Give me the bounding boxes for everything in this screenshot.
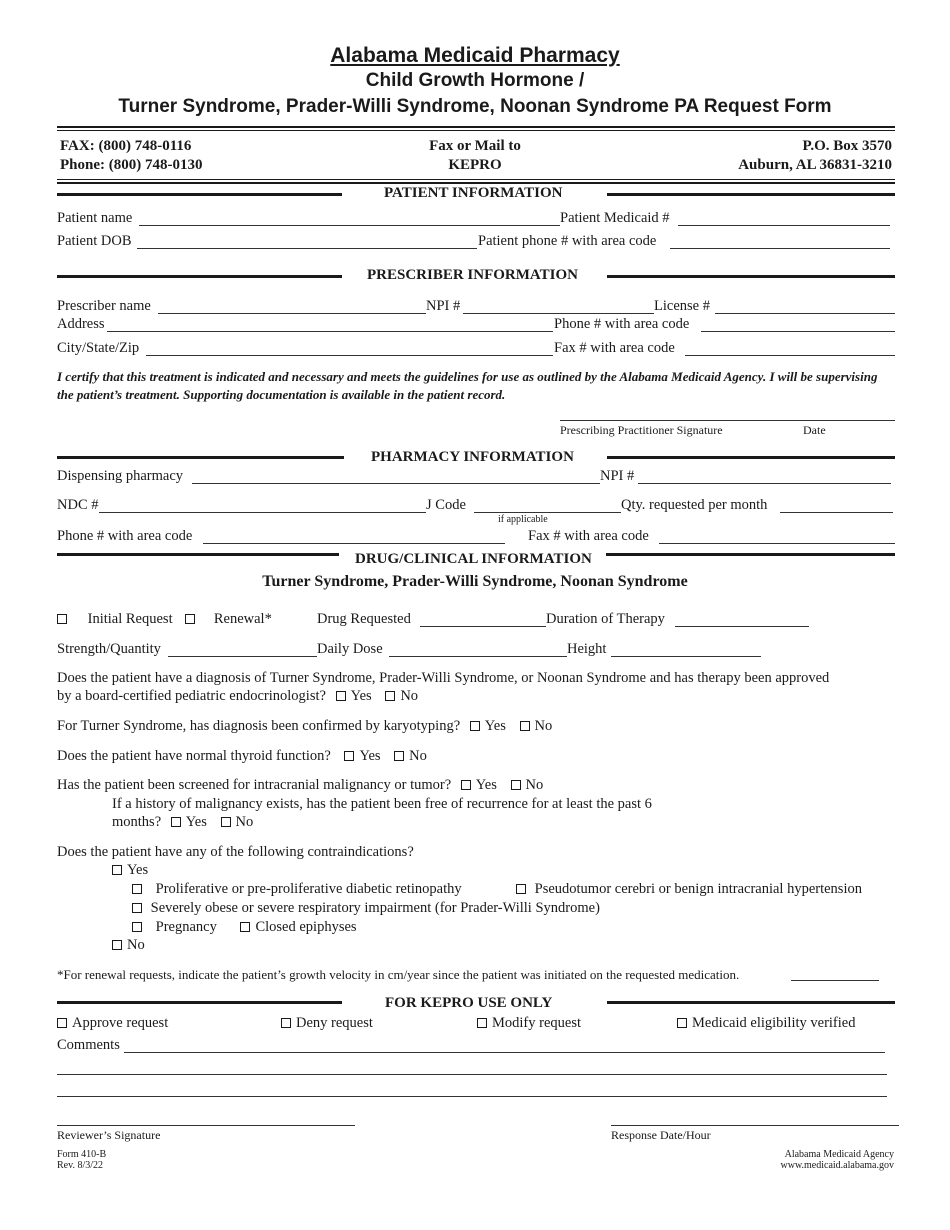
obese-label: Severely obese or severe respiratory impairment (for Prader-Willi Syndrome) xyxy=(150,900,600,916)
request-type-row xyxy=(57,611,272,628)
section-rule-left xyxy=(57,193,342,196)
no-label: No xyxy=(409,748,427,764)
signature-date-label: Date xyxy=(803,423,826,437)
pharmacy-phone-field[interactable] xyxy=(203,543,505,544)
yes-label: Yes xyxy=(350,688,372,704)
response-date-field[interactable] xyxy=(611,1125,899,1126)
q4-no-checkbox[interactable] xyxy=(511,780,521,790)
initial-request-checkbox[interactable] xyxy=(57,614,67,624)
no-label: No xyxy=(400,688,419,704)
section-rule-left xyxy=(57,275,342,278)
pharmacy-fax-label: Fax # with area code xyxy=(528,528,649,544)
patient-dob-label: Patient DOB xyxy=(57,233,132,249)
q5-yes-checkbox[interactable] xyxy=(112,865,122,875)
height-field[interactable] xyxy=(611,656,761,657)
patient-phone-label: Patient phone # with area code xyxy=(478,233,657,249)
question-recurrence: If a history of malignancy exists, has the patient been free of recurrence for at least the past 6 xyxy=(112,796,652,812)
certification-statement: I certify that this treatment is indicated and necessary and meets the guidelines for use as outlined by the Alabama Medicaid Agency. I will be supervising the patient’s treatment. Supporting documentation is available in the patient record. xyxy=(57,369,878,402)
modify-checkbox[interactable] xyxy=(477,1018,487,1028)
qty-label: Qty. requested per month xyxy=(621,497,768,513)
form-subtitle: Child Growth Hormone / xyxy=(365,70,585,91)
pharmacy-npi-label: NPI # xyxy=(600,468,635,484)
prescriber-phone-label: Phone # with area code xyxy=(554,316,690,332)
form-number: Form 410-B xyxy=(57,1149,107,1160)
eligibility-label: Medicaid eligibility verified xyxy=(692,1015,856,1031)
no-label: No xyxy=(525,777,544,793)
form-subtitle-2: Turner Syndrome, Prader-Willi Syndrome, Noonan Syndrome PA Request Form xyxy=(118,96,832,117)
height-label: Height xyxy=(567,641,607,657)
question-malignancy-text: Has the patient been screened for intracranial malignancy or tumor? xyxy=(57,777,452,793)
contraindication-pseudotumor xyxy=(516,881,862,898)
kepro-section-heading: FOR KEPRO USE ONLY xyxy=(385,995,553,1011)
jcode-field[interactable] xyxy=(474,512,621,513)
comments-line-2[interactable] xyxy=(57,1074,887,1075)
prescriber-name-field[interactable] xyxy=(158,313,426,314)
contraindication-retinopathy xyxy=(132,881,462,898)
dispensing-pharmacy-label: Dispensing pharmacy xyxy=(57,468,184,484)
yes-label: Yes xyxy=(484,718,506,734)
approve-label: Approve request xyxy=(72,1015,169,1031)
pharmacy-npi-field[interactable] xyxy=(638,483,891,484)
eligibility-option xyxy=(677,1015,855,1032)
form-title: Alabama Medicaid Pharmacy xyxy=(330,44,620,67)
contraindication-pregnancy xyxy=(132,919,357,936)
prescriber-npi-field[interactable] xyxy=(463,313,654,314)
prescriber-section-heading: PRESCRIBER INFORMATION xyxy=(367,267,578,283)
q3-no-checkbox[interactable] xyxy=(394,751,404,761)
pharmacy-fax-field[interactable] xyxy=(659,543,895,544)
modify-option xyxy=(477,1015,581,1032)
q4a-yes-checkbox[interactable] xyxy=(171,817,181,827)
question-recurrence-cont-text: months? xyxy=(112,814,162,830)
city-zip: Auburn, AL 36831-3210 xyxy=(738,157,892,173)
section-rule-left xyxy=(57,1001,342,1004)
section-rule-right xyxy=(607,275,895,278)
comments-line-3[interactable] xyxy=(57,1096,887,1097)
yes-label: Yes xyxy=(475,777,497,793)
question-diagnosis-cont xyxy=(57,688,418,705)
prescriber-fax-field[interactable] xyxy=(685,355,895,356)
contraindication-obese xyxy=(132,900,600,917)
yes-label: Yes xyxy=(185,814,207,830)
phone-number: Phone: (800) 748-0130 xyxy=(60,157,203,173)
qty-field[interactable] xyxy=(780,512,893,513)
section-rule-right xyxy=(607,456,895,459)
drug-requested-field[interactable] xyxy=(420,626,546,627)
pseudotumor-checkbox[interactable] xyxy=(516,884,526,894)
section-rule-right xyxy=(607,1001,895,1004)
header-rule-bottom-2 xyxy=(57,182,895,184)
prescriber-license-field[interactable] xyxy=(715,313,895,314)
daily-dose-field[interactable] xyxy=(389,656,567,657)
question-thyroid-text: Does the patient have normal thyroid function? xyxy=(57,748,331,764)
yes-label: Yes xyxy=(127,862,149,878)
q3-yes-checkbox[interactable] xyxy=(344,751,354,761)
section-rule-right xyxy=(606,553,895,556)
prescriber-fax-label: Fax # with area code xyxy=(554,340,675,356)
agency-name: Alabama Medicaid Agency xyxy=(784,1149,894,1160)
closed-epiphyses-checkbox[interactable] xyxy=(240,922,250,932)
no-label: No xyxy=(127,937,145,953)
reviewer-signature-label: Reviewer’s Signature xyxy=(57,1128,161,1142)
jcode-if-applicable: if applicable xyxy=(498,514,548,525)
q5-no-checkbox[interactable] xyxy=(112,940,122,950)
prescriber-name-label: Prescriber name xyxy=(57,298,151,314)
pregnancy-label: Pregnancy xyxy=(155,919,217,935)
obese-checkbox[interactable] xyxy=(132,903,142,913)
pregnancy-checkbox[interactable] xyxy=(132,922,142,932)
fax-number: FAX: (800) 748-0116 xyxy=(60,138,192,154)
section-rule-right xyxy=(607,193,895,196)
renewal-note: *For renewal requests, indicate the patient’s growth velocity in cm/year since the patient was initiated on the requested medication. xyxy=(57,967,740,982)
question-diagnosis-cont-text: by a board-certified pediatric endocrinologist? xyxy=(57,688,326,704)
approve-checkbox[interactable] xyxy=(57,1018,67,1028)
clinical-subheading: Turner Syndrome, Prader-Willi Syndrome, Noonan Syndrome xyxy=(262,573,688,590)
no-label: No xyxy=(534,718,553,734)
patient-medicaid-label: Patient Medicaid # xyxy=(560,210,670,226)
drug-requested-label: Drug Requested xyxy=(317,611,411,627)
prescriber-phone-field[interactable] xyxy=(701,331,895,332)
prescriber-address-label: Address xyxy=(57,316,105,332)
q4-yes-checkbox[interactable] xyxy=(461,780,471,790)
patient-medicaid-field[interactable] xyxy=(678,225,890,226)
strength-field[interactable] xyxy=(168,656,317,657)
question-karyotyping-text: For Turner Syndrome, has diagnosis been confirmed by karyotyping? xyxy=(57,718,461,734)
section-rule-left xyxy=(57,456,344,459)
q2-no-checkbox[interactable] xyxy=(520,721,530,731)
q1-no-checkbox[interactable] xyxy=(385,691,395,701)
question-karyotyping xyxy=(57,718,552,735)
prescriber-license-label: License # xyxy=(654,298,710,314)
ndc-field[interactable] xyxy=(99,512,426,513)
approve-option xyxy=(57,1015,168,1032)
question-recurrence-cont xyxy=(112,814,253,831)
send-to-label: Fax or Mail to xyxy=(429,138,521,154)
closed-epiphyses-label: Closed epiphyses xyxy=(255,919,357,935)
pharmacy-phone-label: Phone # with area code xyxy=(57,528,193,544)
question-contraindications: Does the patient have any of the following contraindications? xyxy=(57,844,414,860)
question-thyroid xyxy=(57,748,427,765)
comments-field[interactable] xyxy=(124,1052,885,1053)
patient-name-label: Patient name xyxy=(57,210,133,226)
ndc-label: NDC # xyxy=(57,497,99,513)
renewal-checkbox[interactable] xyxy=(185,614,195,624)
section-rule-left xyxy=(57,553,339,556)
q1-yes-checkbox[interactable] xyxy=(336,691,346,701)
agency-url[interactable]: www.medicaid.alabama.gov xyxy=(780,1160,894,1171)
renewal-label: Renewal* xyxy=(213,611,272,627)
patient-dob-field[interactable] xyxy=(137,248,477,249)
header-rule-bottom xyxy=(57,179,895,180)
initial-request-label: Initial Request xyxy=(87,611,173,627)
header-rule-top xyxy=(57,126,895,128)
duration-field[interactable] xyxy=(675,626,809,627)
form-revision: Rev. 8/3/22 xyxy=(57,1160,104,1171)
strength-label: Strength/Quantity xyxy=(57,641,161,657)
prescriber-city-label: City/State/Zip xyxy=(57,340,140,356)
retinopathy-checkbox[interactable] xyxy=(132,884,142,894)
send-to-name: KEPRO xyxy=(448,157,502,173)
header-rule-top-2 xyxy=(57,130,895,131)
prescriber-signature-field[interactable] xyxy=(560,420,895,421)
contraindications-yes xyxy=(112,862,148,879)
po-box: P.O. Box 3570 xyxy=(802,138,892,154)
q2-yes-checkbox[interactable] xyxy=(470,721,480,731)
deny-option xyxy=(281,1015,373,1032)
pseudotumor-label: Pseudotumor cerebri or benign intracranial hypertension xyxy=(534,881,862,897)
dispensing-pharmacy-field[interactable] xyxy=(192,483,600,484)
yes-label: Yes xyxy=(359,748,381,764)
daily-dose-label: Daily Dose xyxy=(317,641,383,657)
prescriber-address-field[interactable] xyxy=(107,331,553,332)
modify-label: Modify request xyxy=(492,1015,581,1031)
q4a-no-checkbox[interactable] xyxy=(221,817,231,827)
clinical-section-heading: DRUG/CLINICAL INFORMATION xyxy=(355,551,592,567)
pharmacy-section-heading: PHARMACY INFORMATION xyxy=(371,449,574,465)
contraindications-no xyxy=(112,937,145,954)
jcode-label: J Code xyxy=(426,497,466,513)
growth-velocity-field[interactable] xyxy=(791,980,879,981)
deny-label: Deny request xyxy=(296,1015,373,1031)
response-date-label: Response Date/Hour xyxy=(611,1128,711,1142)
duration-label: Duration of Therapy xyxy=(546,611,665,627)
patient-section-heading: PATIENT INFORMATION xyxy=(384,185,563,201)
question-malignancy xyxy=(57,777,543,794)
patient-phone-field[interactable] xyxy=(670,248,890,249)
reviewer-signature-field[interactable] xyxy=(57,1125,355,1126)
comments-label: Comments xyxy=(57,1037,120,1053)
eligibility-checkbox[interactable] xyxy=(677,1018,687,1028)
prescriber-city-field[interactable] xyxy=(146,355,553,356)
no-label: No xyxy=(235,814,254,830)
prescriber-signature-label: Prescribing Practitioner Signature xyxy=(560,423,723,437)
deny-checkbox[interactable] xyxy=(281,1018,291,1028)
retinopathy-label: Proliferative or pre-proliferative diabetic retinopathy xyxy=(155,881,462,897)
patient-name-field[interactable] xyxy=(139,225,560,226)
question-diagnosis: Does the patient have a diagnosis of Turner Syndrome, Prader-Willi Syndrome, or Noonan Syndrome and has therapy been approved xyxy=(57,670,830,686)
prescriber-npi-label: NPI # xyxy=(426,298,461,314)
